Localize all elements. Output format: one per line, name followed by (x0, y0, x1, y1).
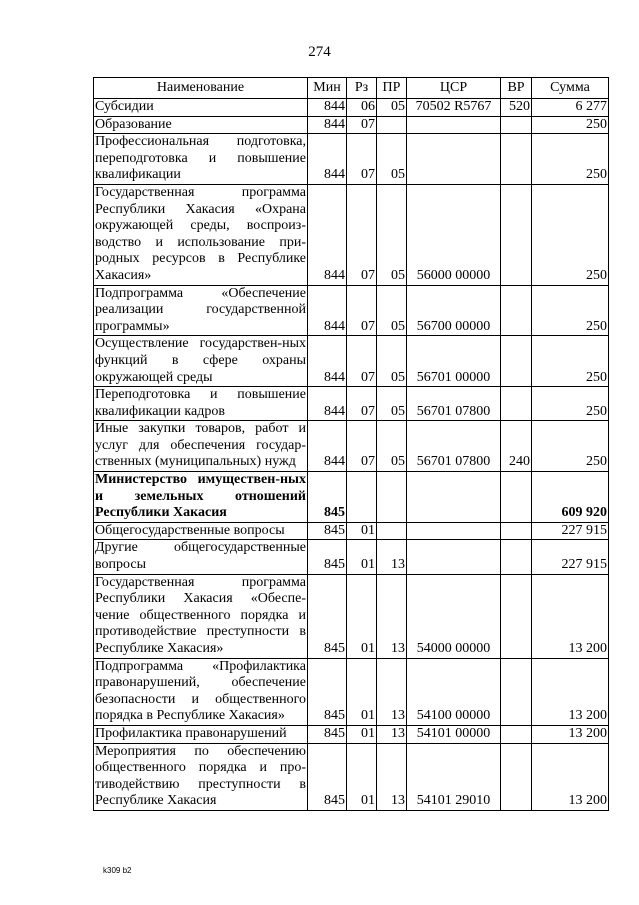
cell-vr (501, 387, 532, 421)
cell-csr: 56701 00000 (407, 336, 501, 387)
header-min: Мин (308, 78, 347, 99)
cell-rz: 07 (347, 134, 377, 185)
cell-rz: 01 (347, 522, 377, 540)
cell-rz: 01 (347, 658, 377, 725)
cell-csr: 70502 R5767 (407, 99, 501, 117)
cell-pr: 05 (377, 285, 407, 336)
cell-name: Профессиональная подготовка, переподготовка и повышение квалификации (94, 134, 308, 185)
cell-min: 844 (308, 421, 347, 472)
cell-sum: 250 (532, 285, 609, 336)
cell-pr: 05 (377, 134, 407, 185)
cell-min: 845 (308, 540, 347, 574)
cell-name: Подпрограмма «Профилактика правонарушений, обеспечение безопасности и общественного порядка в Республике Хакасия» (94, 658, 308, 725)
table-row (94, 743, 609, 810)
table-row (94, 540, 609, 574)
cell-csr: 54100 00000 (407, 658, 501, 725)
cell-vr (501, 134, 532, 185)
cell-sum: 227 915 (532, 540, 609, 574)
table-header-row (94, 78, 609, 99)
cell-min: 845 (308, 658, 347, 725)
cell-pr: 05 (377, 421, 407, 472)
cell-name: Государственная программа Республики Хакасия «Обеспе-чение общественного порядка и противодействие преступности в Республике Хакасия» (94, 574, 308, 658)
table-row (94, 472, 609, 523)
cell-rz: 06 (347, 99, 377, 117)
cell-name: Осуществление государствен-ных функций в сфере охраны окружающей среды (94, 336, 308, 387)
header-csr: ЦСР (407, 78, 501, 99)
cell-rz (347, 472, 377, 523)
cell-sum: 609 920 (532, 472, 609, 523)
cell-vr (501, 336, 532, 387)
cell-min: 844 (308, 336, 347, 387)
cell-sum: 250 (532, 421, 609, 472)
header-vr: ВР (501, 78, 532, 99)
table-row (94, 99, 609, 117)
cell-csr: 54101 29010 (407, 743, 501, 810)
cell-csr (407, 116, 501, 134)
cell-min: 845 (308, 472, 347, 523)
cell-rz: 07 (347, 336, 377, 387)
table-row (94, 184, 609, 285)
cell-name: Подпрограмма «Обеспечение реализации государственной программы» (94, 285, 308, 336)
cell-min: 844 (308, 184, 347, 285)
cell-sum: 13 200 (532, 743, 609, 810)
cell-name: Другие общегосударственные вопросы (94, 540, 308, 574)
cell-rz: 07 (347, 387, 377, 421)
cell-sum: 250 (532, 184, 609, 285)
footer-code: k309 b2 (103, 866, 132, 875)
cell-vr: 240 (501, 421, 532, 472)
cell-pr (377, 116, 407, 134)
cell-rz: 07 (347, 116, 377, 134)
header-rz: Рз (347, 78, 377, 99)
cell-vr (501, 540, 532, 574)
cell-sum: 250 (532, 116, 609, 134)
cell-pr: 13 (377, 725, 407, 743)
budget-table (93, 77, 609, 811)
cell-sum: 6 277 (532, 99, 609, 117)
cell-vr: 520 (501, 99, 532, 117)
cell-csr (407, 472, 501, 523)
cell-csr: 56701 07800 (407, 387, 501, 421)
cell-min: 844 (308, 116, 347, 134)
cell-csr: 56000 00000 (407, 184, 501, 285)
cell-rz: 01 (347, 743, 377, 810)
cell-min: 845 (308, 574, 347, 658)
table-row (94, 336, 609, 387)
cell-rz: 01 (347, 574, 377, 658)
cell-csr (407, 540, 501, 574)
table-row (94, 522, 609, 540)
cell-min: 844 (308, 387, 347, 421)
cell-pr (377, 522, 407, 540)
cell-name: Государственная программа Республики Хакасия «Охрана окружающей среды, воспроиз-водство и использование при-родных ресурсов в Республике Хакасия» (94, 184, 308, 285)
cell-vr (501, 472, 532, 523)
cell-vr (501, 725, 532, 743)
page-number: 274 (308, 44, 331, 60)
cell-pr: 13 (377, 574, 407, 658)
cell-min: 844 (308, 99, 347, 117)
cell-vr (501, 574, 532, 658)
cell-sum: 13 200 (532, 574, 609, 658)
header-name: Наименование (94, 78, 308, 99)
cell-min: 844 (308, 134, 347, 185)
cell-vr (501, 658, 532, 725)
cell-min: 845 (308, 522, 347, 540)
cell-csr: 54101 00000 (407, 725, 501, 743)
cell-pr: 13 (377, 540, 407, 574)
cell-name: Общегосударственные вопросы (94, 522, 308, 540)
cell-csr: 56701 07800 (407, 421, 501, 472)
cell-vr (501, 116, 532, 134)
cell-csr (407, 134, 501, 185)
table-row (94, 574, 609, 658)
cell-pr: 13 (377, 658, 407, 725)
cell-vr (501, 285, 532, 336)
cell-sum: 13 200 (532, 725, 609, 743)
cell-rz: 07 (347, 421, 377, 472)
cell-pr: 13 (377, 743, 407, 810)
table-body (94, 99, 609, 811)
cell-rz: 01 (347, 725, 377, 743)
header-sum: Сумма (532, 78, 609, 99)
cell-name: Министерство имуществен-ных и земельных отношений Республики Хакасия (94, 472, 308, 523)
cell-rz: 07 (347, 184, 377, 285)
cell-rz: 07 (347, 285, 377, 336)
table-row (94, 658, 609, 725)
table-row (94, 387, 609, 421)
cell-name: Профилактика правонарушений (94, 725, 308, 743)
cell-pr (377, 472, 407, 523)
cell-sum: 13 200 (532, 658, 609, 725)
cell-csr: 56700 00000 (407, 285, 501, 336)
table-row (94, 134, 609, 185)
cell-name: Иные закупки товаров, работ и услуг для обеспечения государ-ственных (муниципальных) нужд (94, 421, 308, 472)
header-pr: ПР (377, 78, 407, 99)
cell-name: Образование (94, 116, 308, 134)
cell-sum: 250 (532, 336, 609, 387)
cell-min: 845 (308, 743, 347, 810)
cell-rz: 01 (347, 540, 377, 574)
cell-min: 844 (308, 285, 347, 336)
cell-csr (407, 522, 501, 540)
cell-name: Субсидии (94, 99, 308, 117)
cell-vr (501, 184, 532, 285)
cell-vr (501, 522, 532, 540)
cell-vr (501, 743, 532, 810)
table-row (94, 421, 609, 472)
cell-pr: 05 (377, 336, 407, 387)
cell-name: Мероприятия по обеспечению общественного порядка и про-тиводействию преступности в Республике Хакасия (94, 743, 308, 810)
cell-pr: 05 (377, 387, 407, 421)
cell-pr: 05 (377, 99, 407, 117)
cell-sum: 227 915 (532, 522, 609, 540)
table-row (94, 725, 609, 743)
cell-min: 845 (308, 725, 347, 743)
cell-pr: 05 (377, 184, 407, 285)
cell-name: Переподготовка и повышение квалификации кадров (94, 387, 308, 421)
cell-sum: 250 (532, 134, 609, 185)
table-row (94, 285, 609, 336)
table-row (94, 116, 609, 134)
cell-sum: 250 (532, 387, 609, 421)
cell-csr: 54000 00000 (407, 574, 501, 658)
